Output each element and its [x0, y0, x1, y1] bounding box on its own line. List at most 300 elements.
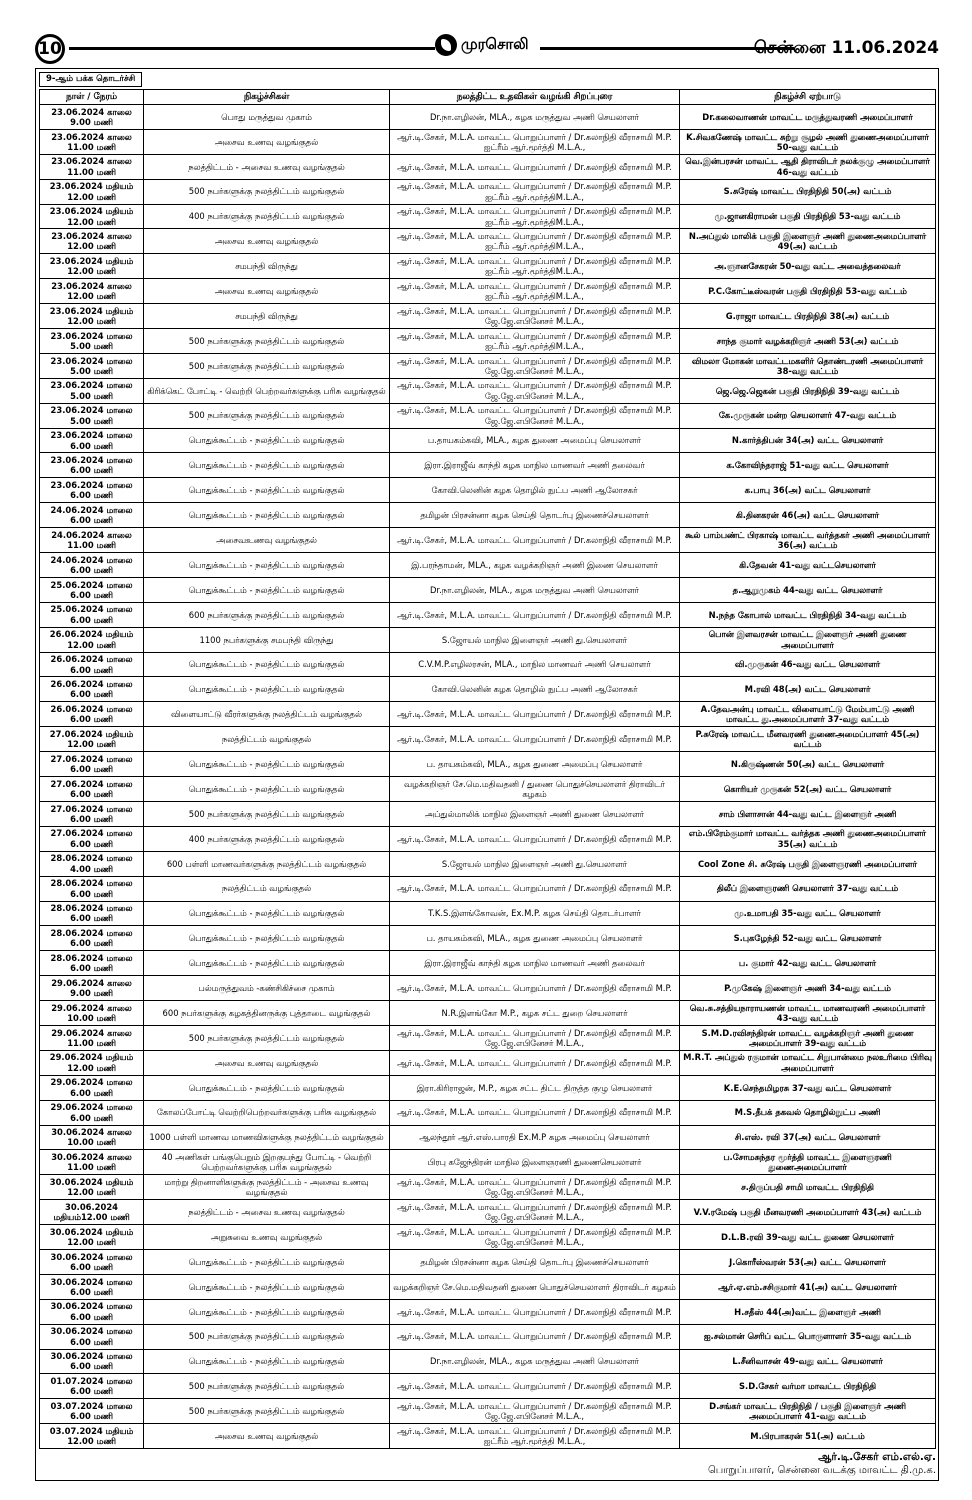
table-row: [40, 1100, 936, 1125]
cell-chief-guest: பிரபு கஜேந்திரன் மாநில இளைஞரணி துணைசெயலாளர்: [390, 1150, 680, 1175]
table-row: [40, 553, 936, 578]
cell-chief-guest: ஆர்.டி.சேகர், M.L.A. மாவட்ட பொறுப்பாளர் / Dr.கலாநிதி வீராசாமி M.P. ஜே.ஜே.எபினேசர் M.L.A.,: [390, 378, 680, 403]
cell-date-time: [40, 453, 144, 478]
cell-chief-guest: ஆர்.டி.சேகர், M.L.A. மாவட்ட பொறுப்பாளர் / Dr.கலாநிதி வீராசாமி M.P. ஐட்ரீம் ஆர்.மூர்த்திM.L.A.,: [390, 254, 680, 279]
date-time-line: 27.06.2024 மாலை: [50, 753, 133, 764]
cell-chief-guest: இ.பரந்தாமன், MLA., கழக வழக்கறிஞர் அணி இணை செயலாளர்: [390, 553, 680, 578]
cell-event: 500 நபர்களுக்கு நலத்திட்டம் வழங்குதல்: [144, 329, 390, 354]
table-row: [40, 1374, 936, 1399]
cell-event: கோலப்போட்டி வெற்றிபெற்றவர்களுக்கு பரிசு வழங்குதல்: [144, 1100, 390, 1125]
cell-event: பொதுக்கூட்டம் - நலத்திட்டம் வழங்குதல்: [144, 926, 390, 951]
cell-event: பொதுக்கூட்டம் - நலத்திட்டம் வழங்குதல்: [144, 577, 390, 602]
cell-organizer: திலீப் இளைஞரணி செயலாளர் 37-வது வட்டம்: [680, 876, 936, 901]
date-time-line: 5.00 மணி: [70, 390, 113, 401]
table-row: [40, 503, 936, 528]
cell-date-time: [40, 254, 144, 279]
date-time-line: 23.06.2024 காலை: [51, 156, 132, 167]
cell-chief-guest: S.ஜோயல் மாநில இளைஞர் அணி து.செயலாளர்: [390, 627, 680, 652]
cell-organizer: M.R.T. அப்துல் ரகுமான் மாவட்ட சிறுபான்மை நலஉரிமை பிரிவு அமைப்பாளர்: [680, 1050, 936, 1075]
table-row: [40, 478, 936, 503]
date-time-line: 10.00 மணி: [67, 1137, 116, 1148]
cell-chief-guest: இரா.இராஜீவ் காந்தி கழக மாநில மாணவர் அணி தலைவர்: [390, 453, 680, 478]
table-body: [40, 105, 936, 1449]
cell-chief-guest: ஆர்.டி.சேகர், M.L.A. மாவட்ட பொறுப்பாளர் / Dr.கலாநிதி வீராசாமி M.P.: [390, 727, 680, 752]
newspaper-logo: [435, 34, 529, 56]
date-time-line: 26.06.2024 மாலை: [50, 704, 133, 715]
table-row: [40, 279, 936, 304]
cell-chief-guest: S.ஜோயல் மாநில இளைஞர் அணி து.செயலாளர்: [390, 851, 680, 876]
date-time-line: 12.00 மணி: [67, 639, 116, 650]
date-time-line: 23.06.2024 காலை: [51, 131, 132, 142]
date-time-line: 6.00 மணி: [70, 614, 113, 625]
cell-date-time: [40, 1324, 144, 1349]
date-time-line: 30.06.2024 மாலை: [50, 1301, 133, 1312]
cell-organizer: N.கிருஷ்ணன் 50(அ) வட்ட செயலாளர்: [680, 752, 936, 777]
date-time-line: 6.00 மணி: [70, 813, 113, 824]
date-time-line: 11.00 மணி: [67, 166, 116, 177]
signer-role: பொறுப்பாளர், சென்னை வடக்கு மாவட்ட தி.மு.க.: [708, 1465, 936, 1476]
date-time-line: 6.00 மணி: [70, 1361, 113, 1372]
cell-chief-guest: இரா.இராஜீவ் காந்தி கழக மாநில மாணவர் அணி தலைவர்: [390, 951, 680, 976]
cell-chief-guest: Dr.நா.எழிலன், MLA., கழக மருத்துவ அணி செயலாளர்: [390, 1349, 680, 1374]
date-time-line: 6.00 மணி: [70, 1286, 113, 1297]
cell-date-time: [40, 826, 144, 851]
table-row: [40, 577, 936, 602]
date-time-line: 6.00 மணி: [70, 490, 113, 501]
cell-chief-guest: ப.தாயகம்கவி, MLA., கழக துணை அமைப்பு செயலாளர்: [390, 428, 680, 453]
cell-organizer: கே.முருகன் மன்ற செயலாளர் 47-வது வட்டம்: [680, 403, 936, 428]
table-row: [40, 204, 936, 229]
cell-chief-guest: Dr.நா.எழிலன், MLA., கழக மருத்துவ அணி செயலாளர்: [390, 577, 680, 602]
cell-event: நலத்திட்டம் வழங்குதல்: [144, 727, 390, 752]
cell-event: பொதுக்கூட்டம் - நலத்திட்டம் வழங்குதல்: [144, 1349, 390, 1374]
cell-organizer: கூல் பாம்பண்ட் பிரகாஷ் மாவட்ட வர்த்தகர் அணி அமைப்பாளர் 36(அ) வட்டம்: [680, 528, 936, 553]
cell-date-time: [40, 1274, 144, 1299]
cell-organizer: மு.ஜானகிராமன் பகுதி பிரதிநிதி 53-வது வட்டம்: [680, 204, 936, 229]
cell-event: சமபந்தி விருந்து: [144, 304, 390, 329]
cell-date-time: [40, 353, 144, 378]
date-time-line: 01.07.2024 மாலை: [50, 1376, 133, 1387]
cell-event: 600 பள்ளி மாணவர்களுக்கு நலத்திட்டம் வழங்குதல்: [144, 851, 390, 876]
cell-event: நலத்திட்டம் - அசைவ உணவு வழங்குதல்: [144, 1200, 390, 1225]
cell-chief-guest: அப்துல்மாலிக் மாநில இளைஞர் அணி துணை செயலாளர்: [390, 801, 680, 826]
date-time-line: 6.00 மணி: [70, 764, 113, 775]
date-time-line: 6.00 மணி: [70, 515, 113, 526]
cell-organizer: V.V.ரமேஷ் பகுதி மீனவரணி அமைப்பாளர் 43(அ) வட்டம்: [680, 1200, 936, 1225]
cell-chief-guest: கோவி.லெனின் கழக தொழில் நுட்ப அணி ஆலோசகர்: [390, 677, 680, 702]
date-time-line: 23.06.2024 மதியம்: [49, 181, 134, 192]
date-time-line: 28.06.2024 மாலை: [50, 928, 133, 939]
date-time-line: 25.06.2024 மாலை: [50, 579, 133, 590]
date-time-line: 6.00 மணி: [70, 938, 113, 949]
table-row: [40, 403, 936, 428]
cell-date-time: [40, 901, 144, 926]
table-row: [40, 926, 936, 951]
date-time-line: 27.06.2024 மாலை: [50, 778, 133, 789]
date-time-line: 4.00 மணி: [70, 863, 113, 874]
cell-organizer: L.சீனிவாசன் 49-வது வட்ட செயலாளர்: [680, 1349, 936, 1374]
cell-organizer: P.சுரேஷ் மாவட்ட மீனவரணி துணைஅமைப்பாளர் 45(அ) வட்டம்: [680, 727, 936, 752]
cell-event: பொதுக்கூட்டம் - நலத்திட்டம் வழங்குதல்: [144, 453, 390, 478]
date-time-line: 23.06.2024 காலை: [51, 231, 132, 242]
table-row: [40, 1274, 936, 1299]
cell-organizer: சி.எஸ். ரவி 37(அ) வட்ட செயலாளர்: [680, 1125, 936, 1150]
date-time-line: 26.06.2024 மாலை: [50, 654, 133, 665]
cell-event: பொதுக்கூட்டம் - நலத்திட்டம் வழங்குதல்: [144, 428, 390, 453]
cell-chief-guest: ஆர்.டி.சேகர், M.L.A. மாவட்ட பொறுப்பாளர் / Dr.கலாநிதி வீராசாமி M.P. ஐட்ரீம் ஆர்.மூர்த்திM.L.A.,: [390, 329, 680, 354]
date-time-line: 9.00 மணி: [70, 116, 113, 127]
cell-date-time: [40, 403, 144, 428]
table-row: [40, 1225, 936, 1250]
date-time-line: 27.06.2024 மதியம்: [49, 728, 134, 739]
table-row: [40, 1075, 936, 1100]
date-time-line: 6.00 மணி: [70, 1112, 113, 1123]
table-row: [40, 901, 936, 926]
date-time-line: 12.00 மணி: [67, 241, 116, 252]
date-time-line: 30.06.2024 மாலை: [50, 1251, 133, 1262]
cell-event: பொதுக்கூட்டம் - நலத்திட்டம் வழங்குதல்: [144, 901, 390, 926]
table-row: [40, 752, 936, 777]
table-row: [40, 627, 936, 652]
date-time-line: 12.00 மணி: [67, 739, 116, 750]
cell-chief-guest: ஆர்.டி.சேகர், M.L.A. மாவட்ட பொறுப்பாளர் / Dr.கலாநிதி வீராசாமி M.P. ஜே.ஜே.எபினேசர் M.L.A.,: [390, 1225, 680, 1250]
cell-organizer: N.அப்துல் மாலிக் பகுதி இளைஞர் அணி துணைஅமைப்பாளர் 49(அ) வட்டம்: [680, 229, 936, 254]
cell-organizer: ஐ.சல்மான் செரிப் வட்ட பொருளாளர் 35-வது வட்டம்: [680, 1324, 936, 1349]
cell-organizer: N.நந்த கோபால் மாவட்ட பிரதிநிதி 34-வது வட்டம்: [680, 602, 936, 627]
date-time-line: 23.06.2024 மாலை: [50, 380, 133, 391]
date-time-line: 24.06.2024 மாலை: [50, 504, 133, 515]
cell-organizer: எம்.பிரேம்குமார் மாவட்ட வர்த்தக அணி துணைஅமைப்பாளர் 35(அ) வட்டம்: [680, 826, 936, 851]
table-row: [40, 1200, 936, 1225]
cell-organizer: D.சங்கர் மாவட்ட பிரதிநிதி / பகுதி இளைஞர் அணி அமைப்பாளர் 41-வது வட்டம்: [680, 1399, 936, 1424]
date-time-line: 23.06.2024 மதியம்: [49, 255, 134, 266]
table-row: [40, 727, 936, 752]
cell-event: பொது மருத்துவ முகாம்: [144, 105, 390, 130]
table-row: [40, 1150, 936, 1175]
date-time-line: 9.00 மணி: [70, 988, 113, 999]
date-time-line: 23.06.2024 மாலை: [50, 405, 133, 416]
date-time-line: 24.06.2024 மாலை: [50, 554, 133, 565]
cell-event: 400 நபர்களுக்கு நலத்திட்டம் வழங்குதல்: [144, 826, 390, 851]
cell-event: பொதுக்கூட்டம் - நலத்திட்டம் வழங்குதல்: [144, 1274, 390, 1299]
cell-organizer: Cool Zone சி. சுரேஷ் பகுதி இளைஞரணி அமைப்பாளர்: [680, 851, 936, 876]
cell-chief-guest: வழக்கறிஞர் சே.மெ.மதிவதனி / துணை பொதுச்செயலாளர் திராவிடர் கழகம்: [390, 777, 680, 802]
cell-date-time: [40, 478, 144, 503]
cell-event: பொதுக்கூட்டம் - நலத்திட்டம் வழங்குதல்: [144, 1299, 390, 1324]
table-row: [40, 1399, 936, 1424]
schedule-panel: [35, 68, 939, 1481]
cell-event: அசைவ உணவு வழங்குதல்: [144, 229, 390, 254]
rooster-logo-icon: [435, 34, 457, 56]
cell-chief-guest: ஆர்.டி.சேகர், M.L.A. மாவட்ட பொறுப்பாளர் / Dr.கலாநிதி வீராசாமி M.P. ஜே.ஜே.எபினேசர் M.L.A.,: [390, 1399, 680, 1424]
cell-event: விளையாட்டு வீரர்களுக்கு நலத்திட்டம் வழங்குதல்: [144, 702, 390, 727]
cell-organizer: J.கொரீஸ்வரன் 53(அ) வட்ட செயலாளர்: [680, 1249, 936, 1274]
date-time-line: 30.06.2024: [65, 1201, 118, 1212]
date-time-line: 27.06.2024 மாலை: [50, 828, 133, 839]
cell-chief-guest: ஆர்.டி.சேகர், M.L.A. மாவட்ட பொறுப்பாளர் / Dr.கலாநிதி வீராசாமி M.P.: [390, 826, 680, 851]
cell-chief-guest: ஆலந்தூர் ஆர்.எஸ்.பாரதி Ex.M.P கழக அமைப்பு செயலாளர்: [390, 1125, 680, 1150]
date-time-line: 30.06.2024 காலை: [51, 1127, 132, 1138]
cell-date-time: [40, 602, 144, 627]
cell-date-time: [40, 801, 144, 826]
cell-date-time: [40, 677, 144, 702]
date-time-line: 29.06.2024 மதியம்: [49, 1052, 134, 1063]
cell-event: பொதுக்கூட்டம் - நலத்திட்டம் வழங்குதல்: [144, 503, 390, 528]
date-time-line: 11.00 மணி: [67, 1162, 116, 1173]
table-row: [40, 428, 936, 453]
cell-organizer: ச.திருப்பதி சாமி மாவட்ட பிரதிநிதி: [680, 1175, 936, 1200]
date-time-line: 10.00 மணி: [67, 1013, 116, 1023]
cell-chief-guest: ஆர்.டி.சேகர், M.L.A. மாவட்ட பொறுப்பாளர் / Dr.கலாநிதி வீராசாமி M.P.: [390, 154, 680, 179]
cell-organizer: பொன் இளவரசன் மாவட்ட இளைஞர் அணி துணை அமைப்பாளர்: [680, 627, 936, 652]
cell-event: 600 நபர்களுக்கு நலத்திட்டம் வழங்குதல்: [144, 602, 390, 627]
date-time-line: 30.06.2024 காலை: [51, 1152, 132, 1163]
date-time-line: 6.00 மணி: [70, 963, 113, 974]
cell-date-time: [40, 752, 144, 777]
cell-date-time: [40, 503, 144, 528]
cell-event: 500 நபர்களுக்கு நலத்திட்டம் வழங்குதல்: [144, 1374, 390, 1399]
date-time-line: 26.06.2024 மதியம்: [49, 629, 134, 640]
table-row: [40, 105, 936, 130]
date-time-line: 23.06.2024 காலை: [51, 280, 132, 291]
date-time-line: 23.06.2024 மாலை: [50, 430, 133, 441]
cell-date-time: [40, 329, 144, 354]
date-time-line: 6.00 மணி: [70, 465, 113, 476]
date-time-line: 12.00 மணி: [67, 1062, 116, 1073]
cell-organizer: M.ரவி 48(அ) வட்ட செயலாளர்: [680, 677, 936, 702]
cell-organizer: S.M.D.ரவிசந்திரன் மாவட்ட வழக்கறிஞர் அணி துணை அமைப்பாளர் 39-வது வட்டம்: [680, 1025, 936, 1050]
cell-date-time: [40, 951, 144, 976]
cell-chief-guest: Dr.நா.எழிலன், MLA., கழக மருத்துவ அணி செயலாளர்: [390, 105, 680, 130]
date-time-line: 23.06.2024 மதியம்: [49, 206, 134, 217]
cell-chief-guest: ஆர்.டி.சேகர், M.L.A. மாவட்ட பொறுப்பாளர் / Dr.கலாநிதி வீராசாமி M.P.: [390, 1374, 680, 1399]
cell-event: பொதுக்கூட்டம் - நலத்திட்டம் வழங்குதல்: [144, 652, 390, 677]
date-time-line: 30.06.2024 மாலை: [50, 1351, 133, 1362]
cell-organizer: P.முகேஷ் இளைஞர் அணி 34-வது வட்டம்: [680, 976, 936, 1001]
date-time-line: 6.00 மணி: [70, 838, 113, 849]
cell-event: பொதுக்கூட்டம் - நலத்திட்டம் வழங்குதல்: [144, 677, 390, 702]
cell-event: அசைவ உணவு வழங்குதல்: [144, 1424, 390, 1449]
cell-chief-guest: ஆர்.டி.சேகர், M.L.A. மாவட்ட பொறுப்பாளர் / Dr.கலாநிதி வீராசாமி M.P.: [390, 976, 680, 1001]
cell-chief-guest: ஆர்.டி.சேகர், M.L.A. மாவட்ட பொறுப்பாளர் / Dr.கலாநிதி வீராசாமி M.P. ஜே.ஜே.எபினேசர் M.L.A.,: [390, 403, 680, 428]
table-row: [40, 304, 936, 329]
cell-date-time: [40, 976, 144, 1001]
date-time-line: 29.06.2024 மாலை: [50, 1102, 133, 1113]
cell-organizer: க.பாபு 36(அ) வட்ட செயலாளர்: [680, 478, 936, 503]
cell-chief-guest: ஆர்.டி.சேகர், M.L.A. மாவட்ட பொறுப்பாளர் / Dr.கலாநிதி வீராசாமி M.P.: [390, 1100, 680, 1125]
table-row: [40, 1025, 936, 1050]
cell-event: பொதுக்கூட்டம் - நலத்திட்டம் வழங்குதல்: [144, 478, 390, 503]
cell-chief-guest: ஆர்.டி.சேகர், M.L.A. மாவட்ட பொறுப்பாளர் / Dr.கலாநிதி வீராசாமி M.P. ஐட்ரீம் ஆர்.மூர்த்திM.L.A.,: [390, 229, 680, 254]
date-time-line: 6.00 மணி: [70, 440, 113, 451]
date-time-line: 6.00 மணி: [70, 689, 113, 700]
masthead-rule-left: [69, 47, 435, 50]
cell-chief-guest: ஆர்.டி.சேகர், M.L.A. மாவட்ட பொறுப்பாளர் / Dr.கலாநிதி வீராசாமி M.P.: [390, 1299, 680, 1324]
date-time-line: 6.00 மணி: [70, 1411, 113, 1422]
cell-date-time: [40, 279, 144, 304]
cell-date-time: [40, 179, 144, 204]
cell-organizer: விமலா மோகன் மாவட்டமகளிர் தொண்டரணி அமைப்பாளர் 38-வது வட்டம்: [680, 353, 936, 378]
date-time-line: 28.06.2024 மாலை: [50, 878, 133, 889]
cell-date-time: [40, 876, 144, 901]
table-row: [40, 602, 936, 627]
cell-chief-guest: ஆர்.டி.சேகர், M.L.A. மாவட்ட பொறுப்பாளர் / Dr.கலாநிதி வீராசாமி M.P. ஜே.ஜே.எபினேசர் M.L.A.,: [390, 1200, 680, 1225]
date-time-line: 03.07.2024 மாலை: [50, 1400, 133, 1411]
table-row: [40, 1050, 936, 1075]
signer-name: ஆர்.டி.சேகர் எம்.எல்.ஏ.: [818, 1451, 936, 1463]
cell-date-time: [40, 428, 144, 453]
table-row: [40, 851, 936, 876]
table-row: [40, 329, 936, 354]
cell-organizer: M.S.தீபக் தகவல் தொழில்நுட்ப அணி: [680, 1100, 936, 1125]
date-time-line: 30.06.2024 மதியம்: [49, 1176, 134, 1187]
cell-event: 40 அணிகள் பங்குபெறும் இறகுபந்து போட்டி - வெற்றி பெற்றவர்களுக்கு பரிசு வழங்குதல்: [144, 1150, 390, 1175]
table-row: [40, 1424, 936, 1449]
table-row: [40, 876, 936, 901]
cell-chief-guest: ஆர்.டி.சேகர், M.L.A. மாவட்ட பொறுப்பாளர் / Dr.கலாநிதி வீராசாமி M.P.: [390, 1050, 680, 1075]
date-time-line: 6.00 மணி: [70, 589, 113, 600]
cell-chief-guest: ஆர்.டி.சேகர், M.L.A. மாவட்ட பொறுப்பாளர் / Dr.கலாநிதி வீராசாமி M.P. ஜே.ஜே.எபினேசர் M.L.A.,: [390, 1175, 680, 1200]
table-row: [40, 1125, 936, 1150]
cell-date-time: [40, 851, 144, 876]
header-organizer: நிகழ்ச்சி ஏற்பாடு: [680, 90, 936, 105]
cell-chief-guest: தமிழன் பிரசன்னா கழக செய்தி தொடர்பு இணைச்செயலாளர்: [390, 503, 680, 528]
table-row: [40, 702, 936, 727]
cell-chief-guest: ஆர்.டி.சேகர், M.L.A. மாவட்ட பொறுப்பாளர் / Dr.கலாநிதி வீராசாமி M.P.: [390, 602, 680, 627]
cell-event: 400 நபர்களுக்கு நலத்திட்டம் வழங்குதல்: [144, 204, 390, 229]
date-time-line: 24.06.2024 காலை: [51, 529, 132, 540]
cell-organizer: வெ.சு.சத்தியநாராயணன் மாவட்ட மாணவரணி அமைப்பாளர் 43-வது வட்டம்: [680, 1001, 936, 1026]
cell-organizer: K.E.செந்தமிழரசு 37-வது வட்ட செயலாளர்: [680, 1075, 936, 1100]
date-time-line: 28.06.2024 மாலை: [50, 903, 133, 914]
cell-date-time: [40, 528, 144, 553]
page-number: 10: [35, 34, 65, 64]
cell-event: பொதுக்கூட்டம் - நலத்திட்டம் வழங்குதல்: [144, 777, 390, 802]
cell-organizer: அ.ஞானசேகரன் 50-வது வட்ட அவைத்தலைவர்: [680, 254, 936, 279]
cell-event: பல்மருத்துவம் -கண்சிகிச்சை முகாம்: [144, 976, 390, 1001]
cell-date-time: [40, 727, 144, 752]
cell-date-time: [40, 304, 144, 329]
table-row: [40, 652, 936, 677]
dateline: சென்னை 11.06.2024: [753, 38, 939, 58]
table-row: [40, 1324, 936, 1349]
cell-organizer: கி.தினகரன் 46(அ) வட்ட செயலாளர்: [680, 503, 936, 528]
cell-chief-guest: ஆர்.டி.சேகர், M.L.A. மாவட்ட பொறுப்பாளர் / Dr.கலாநிதி வீராசாமி M.P. ஜே.ஜே.எபினேசர் M.L.A.,: [390, 353, 680, 378]
cell-chief-guest: கோவி.லெனின் கழக தொழில் நுட்ப அணி ஆலோசகர்: [390, 478, 680, 503]
header-events: நிகழ்ச்சிகள்: [144, 90, 390, 105]
date-time-line: 12.00 மணி: [67, 191, 116, 202]
table-row: [40, 254, 936, 279]
cell-organizer: சாந்த குமார் வழக்கறிஞர் அணி 53(அ) வட்டம்: [680, 329, 936, 354]
date-time-line: 12.00 மணி: [67, 1237, 116, 1248]
cell-organizer: சாம் பிளாசான் 44-வது வட்ட இளைஞர் அணி: [680, 801, 936, 826]
cell-date-time: [40, 1249, 144, 1274]
cell-date-time: [40, 229, 144, 254]
date-time-line: 6.00 மணி: [70, 1386, 113, 1397]
date-time-line: 29.06.2024 மாலை: [50, 1077, 133, 1088]
cell-date-time: [40, 652, 144, 677]
cell-event: அசைவ உணவு வழங்குதல்: [144, 129, 390, 154]
cell-date-time: [40, 154, 144, 179]
date-time-line: மதியம்12.00 மணி: [53, 1212, 130, 1223]
cell-chief-guest: தமிழன் பிரசன்னா கழக செய்தி தொடர்பு இணைச்செயலாளர்: [390, 1249, 680, 1274]
date-time-line: 6.00 மணி: [70, 664, 113, 675]
cell-date-time: [40, 1001, 144, 1026]
header-chief-guests: நலத்திட்ட உதவிகள் வழங்கி சிறப்புரை: [390, 90, 680, 105]
cell-event: பொதுக்கூட்டம் - நலத்திட்டம் வழங்குதல்: [144, 752, 390, 777]
cell-chief-guest: ப. தாயகம்கவி, MLA., கழக துணை அமைப்பு செயலாளர்: [390, 752, 680, 777]
date-time-line: 6.00 மணி: [70, 888, 113, 899]
cell-organizer: M.பிரபாகரன் 51(அ) வட்டம்: [680, 1424, 936, 1449]
date-time-line: 6.00 மணி: [70, 714, 113, 725]
cell-organizer: G.ராஜா மாவட்ட பிரதிநிதி 38(அ) வட்டம்: [680, 304, 936, 329]
table-row: [40, 976, 936, 1001]
date-time-line: 29.06.2024 காலை: [51, 1027, 132, 1038]
cell-organizer: K.சிவகணேஷ் மாவட்ட சுற்று சூழல் அணி துணைஅமைப்பாளர் 50-வது வட்டம்: [680, 129, 936, 154]
date-time-line: 6.00 மணி: [70, 1336, 113, 1347]
date-time-line: 23.06.2024 காலை: [51, 106, 132, 117]
cell-organizer: வெ.இன்பரசன் மாவட்ட ஆதி திராவிடர் நலக்குழு அமைப்பாளர் 46-வது வட்டம்: [680, 154, 936, 179]
cell-date-time: [40, 1424, 144, 1449]
date-time-line: 12.00 மணி: [67, 266, 116, 277]
cell-event: 1100 நபர்களுக்கு சமபந்தி விருந்து: [144, 627, 390, 652]
date-time-line: 28.06.2024 மாலை: [50, 952, 133, 963]
date-time-line: 11.00 மணி: [67, 1037, 116, 1048]
cell-organizer: த.ஆறுமுகம் 44-வது வட்ட செயலாளர்: [680, 577, 936, 602]
table-row: [40, 229, 936, 254]
cell-date-time: [40, 1100, 144, 1125]
cell-event: 500 நபர்களுக்கு நலத்திட்டம் வழங்குதல்: [144, 179, 390, 204]
cell-organizer: வி.முருகன் 46-வது வட்ட செயலாளர்: [680, 652, 936, 677]
cell-organizer: க.கோவிந்தராஜ் 51-வது வட்ட செயலாளர்: [680, 453, 936, 478]
cell-chief-guest: ஆர்.டி.சேகர், M.L.A. மாவட்ட பொறுப்பாளர் / Dr.கலாநிதி வீராசாமி M.P. ஐட்ரீம் ஆர்.மூர்த்தி M.L.A.,: [390, 129, 680, 154]
cell-chief-guest: T.K.S.இளங்கோவன், Ex.M.P. கழக செய்தி தொடர்பாளர்: [390, 901, 680, 926]
cell-date-time: [40, 577, 144, 602]
cell-organizer: கி.தேவன் 41-வது வட்டசெயலாளர்: [680, 553, 936, 578]
cell-event: மாற்று திறனாளிகளுக்கு நலத்திட்டம் - அசைவ உணவு வழங்குதல்: [144, 1175, 390, 1200]
date-time-line: 26.06.2024 மாலை: [50, 679, 133, 690]
cell-organizer: ஆர்.ஏ.எம்.சசிகுமார் 41(அ) வட்ட செயலாளர்: [680, 1274, 936, 1299]
table-row: [40, 154, 936, 179]
cell-date-time: [40, 777, 144, 802]
date-time-line: 29.06.2024 காலை: [51, 977, 132, 988]
cell-event: பொதுக்கூட்டம் - நலத்திட்டம் வழங்குதல்: [144, 553, 390, 578]
table-header-row: [40, 90, 936, 105]
cell-organizer: S.புகழேந்தி 52-வது வட்ட செயலாளர்: [680, 926, 936, 951]
date-time-line: 23.06.2024 மாலை: [50, 455, 133, 466]
table-row: [40, 801, 936, 826]
date-time-line: 23.06.2024 மாலை: [50, 330, 133, 341]
cell-date-time: [40, 378, 144, 403]
cell-date-time: [40, 1299, 144, 1324]
cell-organizer: ப.சோமசுந்தர மூர்த்தி மாவட்ட இளைஞரணி துணைஅமைப்பாளர்: [680, 1150, 936, 1175]
table-row: [40, 1249, 936, 1274]
cell-chief-guest: வழக்கறிஞர் சே.மெ.மதிவதனி துணை பொதுச்செயலாளர் திராவிடர் கழகம்: [390, 1274, 680, 1299]
cell-event: 1000 பள்ளி மாணவ மாணவிகளுக்கு நலத்திட்டம் வழங்குதல்: [144, 1125, 390, 1150]
cell-chief-guest: இரா.கிரிராஜன், M.P., கழக சட்ட திட்ட திருத்த குழு செயலாளர்: [390, 1075, 680, 1100]
table-row: [40, 1175, 936, 1200]
date-time-line: 12.00 மணி: [67, 1436, 116, 1447]
cell-date-time: [40, 1125, 144, 1150]
table-row: [40, 453, 936, 478]
date-time-line: 6.00 மணி: [70, 1311, 113, 1322]
date-time-line: 5.00 மணி: [70, 365, 113, 376]
cell-date-time: [40, 1175, 144, 1200]
cell-chief-guest: ஆர்.டி.சேகர், M.L.A. மாவட்ட பொறுப்பாளர் / Dr.கலாநிதி வீராசாமி M.P.: [390, 528, 680, 553]
date-time-line: 11.00 மணி: [67, 540, 116, 551]
header-date-time: நாள் / நேரம்: [40, 90, 144, 105]
cell-chief-guest: ஆர்.டி.சேகர், M.L.A. மாவட்ட பொறுப்பாளர் / Dr.கலாநிதி வீராசாமி M.P. ஐட்ரீம் ஆர்.மூர்த்தி M.L.A.,: [390, 1424, 680, 1449]
